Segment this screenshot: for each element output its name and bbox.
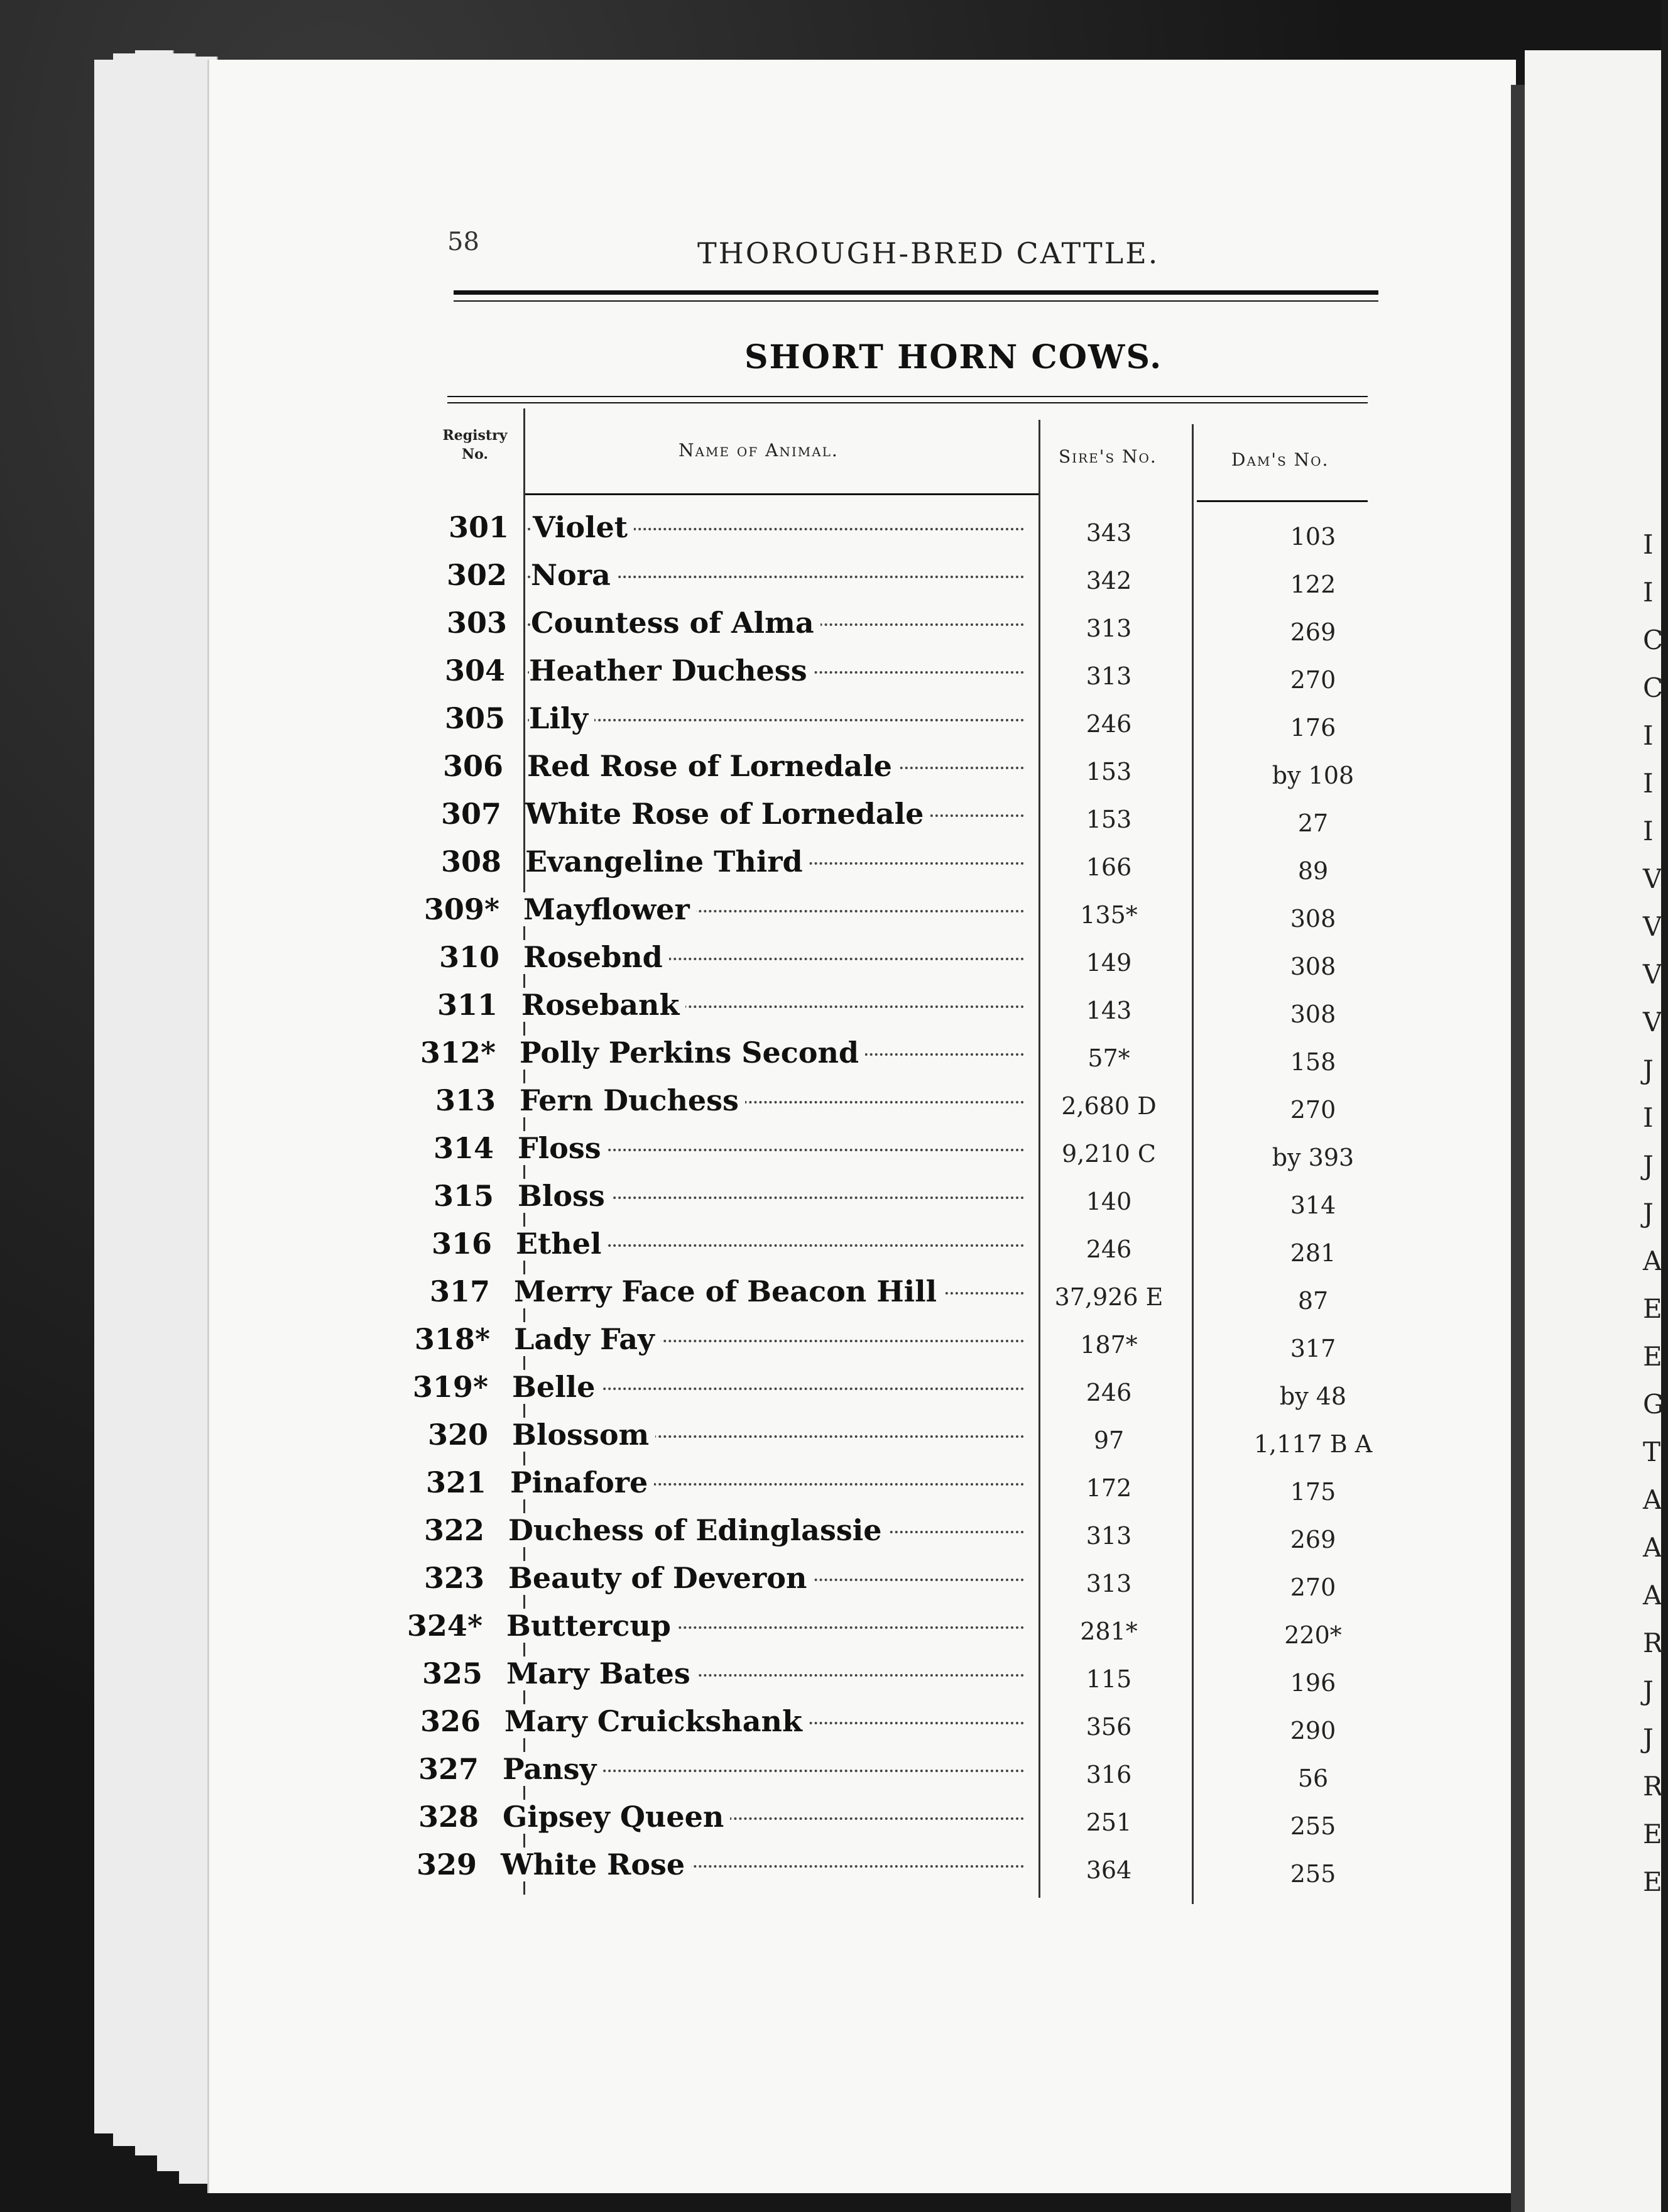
animal-name xyxy=(529,701,1032,735)
table-row xyxy=(0,1370,1661,1411)
animal-name xyxy=(508,1561,1011,1595)
animal-name-text: Red Rose of Lornedale xyxy=(527,749,898,783)
name-header: Name of Animal. xyxy=(679,440,839,461)
table-row xyxy=(0,654,1661,695)
table-row xyxy=(0,1179,1661,1220)
table-row xyxy=(0,1274,1661,1316)
table-row xyxy=(0,1513,1661,1555)
sire-number: 343 xyxy=(1086,519,1132,547)
sire-number: 149 xyxy=(1086,949,1132,977)
sire-number: 57* xyxy=(1087,1044,1130,1072)
dam-number: 314 xyxy=(1290,1191,1336,1219)
dam-number: 220* xyxy=(1284,1621,1342,1649)
animal-name xyxy=(527,749,1030,783)
sire-number: 246 xyxy=(1086,1235,1132,1263)
animal-name-text: Countess of Alma xyxy=(531,606,820,640)
table-row xyxy=(0,1465,1661,1507)
animal-name xyxy=(508,1513,1011,1547)
sire-number: 153 xyxy=(1086,758,1132,786)
table-row xyxy=(0,1800,1661,1841)
animal-name xyxy=(504,1704,1007,1738)
sire-number: 281* xyxy=(1080,1618,1138,1645)
facing-page-letter: E xyxy=(1643,1341,1662,1372)
sire-number: 313 xyxy=(1086,615,1132,642)
registry-number: 303 xyxy=(446,606,507,640)
dam-number: 56 xyxy=(1297,1765,1329,1792)
animal-name-text: Lady Fay xyxy=(514,1322,661,1356)
facing-page-letter: C xyxy=(1643,672,1664,703)
animal-name-text: Rosebnd xyxy=(523,940,669,974)
registry-number: 310 xyxy=(439,940,499,974)
table-row xyxy=(0,749,1661,791)
animal-name xyxy=(518,1179,1020,1213)
facing-page-letter: E xyxy=(1643,1819,1662,1849)
animal-name-text: Beauty of Deveron xyxy=(508,1561,813,1595)
animal-name xyxy=(518,1131,1020,1165)
registry-number: 319* xyxy=(412,1370,488,1404)
table-row xyxy=(0,1848,1661,1889)
animal-name xyxy=(516,1227,1018,1261)
animal-name-text: Floss xyxy=(518,1131,608,1165)
facing-page-letter: E xyxy=(1643,1293,1662,1324)
dam-number: by 108 xyxy=(1272,762,1355,789)
registry-number: 304 xyxy=(444,654,505,687)
animal-name-text: Blossom xyxy=(512,1418,655,1452)
dam-number: 1,117 B A xyxy=(1253,1430,1373,1458)
animal-name xyxy=(533,510,1035,544)
animal-name xyxy=(523,940,1026,974)
animal-name xyxy=(506,1609,1009,1643)
registry-number: 322 xyxy=(423,1513,484,1547)
dam-number: 269 xyxy=(1290,618,1336,646)
table-row xyxy=(0,892,1661,934)
dam-number: 122 xyxy=(1290,571,1336,598)
registry-number: 312* xyxy=(420,1036,496,1070)
dam-number: 196 xyxy=(1290,1669,1336,1697)
facing-page-letter: A xyxy=(1643,1580,1662,1611)
sire-number: 115 xyxy=(1086,1665,1132,1693)
table-top-rule xyxy=(447,396,1368,397)
animal-name-text: Evangeline Third xyxy=(525,845,809,879)
table-row xyxy=(0,701,1661,743)
table-row xyxy=(0,845,1661,886)
facing-page-letter: I xyxy=(1643,768,1654,799)
facing-page-letter: A xyxy=(1643,1484,1662,1515)
animal-name-text: Buttercup xyxy=(506,1609,677,1643)
facing-page-letter: I xyxy=(1643,529,1654,560)
sire-number: 166 xyxy=(1086,853,1132,881)
dam-number: 270 xyxy=(1290,666,1336,694)
animal-name-text: White Rose of Lornedale xyxy=(525,797,930,831)
facing-page-letter: I xyxy=(1643,816,1654,846)
dam-number: 89 xyxy=(1297,857,1329,885)
table-row xyxy=(0,1609,1661,1650)
dam-number: by 393 xyxy=(1272,1144,1355,1171)
sire-number: 37,926 E xyxy=(1054,1283,1164,1311)
animal-name-text: Pansy xyxy=(503,1752,602,1786)
table-row xyxy=(0,1656,1661,1698)
animal-name-text: Polly Perkins Second xyxy=(520,1036,865,1070)
animal-name-text: Belle xyxy=(512,1370,601,1404)
animal-name-text: Gipsey Queen xyxy=(503,1800,730,1834)
sire-number: 143 xyxy=(1086,997,1132,1024)
sire-number: 342 xyxy=(1086,567,1132,594)
facing-page-letter: C xyxy=(1643,625,1664,655)
animal-name xyxy=(525,797,1028,831)
registry-number: 328 xyxy=(418,1800,479,1834)
table-row xyxy=(0,558,1661,600)
animal-name-text: Nora xyxy=(531,558,617,592)
sire-number: 172 xyxy=(1086,1474,1132,1502)
facing-page-letter: J xyxy=(1643,1054,1654,1085)
table-top-rule-2 xyxy=(447,402,1368,403)
facing-page-letter: T xyxy=(1643,1437,1661,1467)
table-row xyxy=(0,797,1661,838)
dam-number: 255 xyxy=(1290,1860,1336,1888)
animal-name-text: Lily xyxy=(529,701,594,735)
animal-name xyxy=(506,1656,1009,1690)
registry-number: 308 xyxy=(440,845,501,879)
animal-name-text: Heather Duchess xyxy=(529,654,814,687)
facing-page-letter: J xyxy=(1643,1675,1654,1706)
animal-name xyxy=(521,988,1024,1022)
registry-number: 327 xyxy=(418,1752,479,1786)
sire-number: 313 xyxy=(1086,1522,1132,1550)
sire-number: 2,680 D xyxy=(1061,1092,1157,1120)
registry-number: 313 xyxy=(435,1083,496,1117)
animal-name-text: Mary Cruickshank xyxy=(504,1704,809,1738)
table-row xyxy=(0,1036,1661,1077)
registry-number: 314 xyxy=(433,1131,494,1165)
table-row xyxy=(0,1322,1661,1364)
table-row xyxy=(0,1131,1661,1173)
registry-number: 318* xyxy=(414,1322,490,1356)
registry-number: 316 xyxy=(431,1227,492,1261)
dam-number: 176 xyxy=(1290,714,1336,742)
dam-number: 308 xyxy=(1290,953,1336,980)
sire-number: 97 xyxy=(1093,1426,1125,1454)
registry-header: Registry No. xyxy=(442,427,508,463)
facing-page-letter: V xyxy=(1643,959,1662,990)
sire-number: 246 xyxy=(1086,710,1132,738)
facing-page-letter: I xyxy=(1643,720,1654,751)
dam-number: 290 xyxy=(1290,1717,1336,1744)
registry-number: 315 xyxy=(433,1179,494,1213)
header-bottom-rule xyxy=(525,493,1040,495)
facing-page-letter: E xyxy=(1643,1866,1662,1897)
sire-number: 246 xyxy=(1086,1379,1132,1406)
registry-number: 323 xyxy=(423,1561,484,1595)
sire-number: 356 xyxy=(1086,1713,1132,1741)
animal-name-text: Bloss xyxy=(518,1179,611,1213)
registry-number: 317 xyxy=(429,1274,490,1308)
table-row xyxy=(0,1752,1661,1793)
table-row xyxy=(0,988,1661,1029)
running-head: THOROUGH-BRED CATTLE. xyxy=(697,236,1160,270)
facing-page-letter: I xyxy=(1643,1102,1654,1133)
animal-name-text: Rosebank xyxy=(521,988,685,1022)
dam-number: 270 xyxy=(1290,1574,1336,1601)
animal-name xyxy=(525,845,1028,879)
table-row xyxy=(0,510,1661,552)
registry-number: 329 xyxy=(416,1848,477,1881)
registry-number: 326 xyxy=(420,1704,481,1738)
dam-number: 255 xyxy=(1290,1812,1336,1840)
registry-number: 321 xyxy=(425,1465,486,1499)
animal-name xyxy=(523,892,1026,926)
animal-name-text: Mary Bates xyxy=(506,1656,697,1690)
facing-page-letter: I xyxy=(1643,577,1654,608)
animal-name xyxy=(503,1752,1005,1786)
facing-page-letter: J xyxy=(1643,1150,1654,1181)
registry-number: 311 xyxy=(437,988,498,1022)
registry-number: 306 xyxy=(442,749,503,783)
dam-number: 27 xyxy=(1297,809,1329,837)
animal-name-text: Duchess of Edinglassie xyxy=(508,1513,888,1547)
animal-name-text: Violet xyxy=(533,510,634,544)
animal-name xyxy=(501,1848,1003,1881)
table-row xyxy=(0,1083,1661,1125)
sire-number: 9,210 C xyxy=(1062,1140,1156,1168)
table-row xyxy=(0,1227,1661,1268)
registry-number: 320 xyxy=(427,1418,488,1452)
animal-name-text: Fern Duchess xyxy=(520,1083,745,1117)
facing-page-letter: R xyxy=(1643,1771,1663,1802)
dam-number: 87 xyxy=(1297,1287,1329,1315)
sire-number: 153 xyxy=(1086,806,1132,833)
sire-number: 313 xyxy=(1086,662,1132,690)
table-row xyxy=(0,1704,1661,1746)
animal-name-text: Pinafore xyxy=(510,1465,654,1499)
animal-name xyxy=(531,606,1033,640)
animal-name-text: Mayflower xyxy=(523,892,696,926)
dam-number: 158 xyxy=(1290,1048,1336,1076)
facing-page-letter: V xyxy=(1643,1007,1662,1038)
dam-number: 317 xyxy=(1290,1335,1336,1362)
registry-number: 309* xyxy=(423,892,499,926)
facing-page-letter: A xyxy=(1643,1532,1662,1563)
header-rule-thin xyxy=(454,300,1378,302)
sire-number: 187* xyxy=(1080,1331,1138,1359)
animal-name xyxy=(512,1418,1015,1452)
registry-number: 302 xyxy=(446,558,507,592)
registry-number: 324* xyxy=(406,1609,482,1643)
section-title: SHORT HORN COWS. xyxy=(744,338,1163,376)
dam-header: Dam's No. xyxy=(1231,449,1329,470)
facing-page-letter: J xyxy=(1643,1198,1654,1229)
animal-name xyxy=(510,1465,1013,1499)
registry-number: 325 xyxy=(422,1656,482,1690)
dam-number: 269 xyxy=(1290,1526,1336,1553)
animal-name xyxy=(520,1036,1022,1070)
facing-page-letter: V xyxy=(1643,911,1662,942)
dam-number: 308 xyxy=(1290,1000,1336,1028)
dam-number: 103 xyxy=(1290,523,1336,550)
table-row xyxy=(0,1561,1661,1602)
animal-name xyxy=(512,1370,1015,1404)
animal-name xyxy=(531,558,1033,592)
dam-number: 270 xyxy=(1290,1096,1336,1124)
animal-name xyxy=(514,1322,1017,1356)
facing-page-letter: J xyxy=(1643,1723,1654,1754)
facing-page-letter: G xyxy=(1643,1389,1664,1420)
sire-number: 140 xyxy=(1086,1188,1132,1215)
header-rule xyxy=(454,290,1378,295)
sire-number: 364 xyxy=(1086,1856,1132,1884)
animal-name xyxy=(503,1800,1005,1834)
dam-number: 281 xyxy=(1290,1239,1336,1267)
registry-number: 307 xyxy=(440,797,501,831)
page-number: 58 xyxy=(447,227,479,256)
animal-name-text: Ethel xyxy=(516,1227,608,1261)
sire-number: 316 xyxy=(1086,1761,1132,1788)
table-row xyxy=(0,606,1661,647)
table-row xyxy=(0,1418,1661,1459)
sire-number: 135* xyxy=(1080,901,1138,929)
sire-number: 313 xyxy=(1086,1570,1132,1597)
facing-page-letter: A xyxy=(1643,1246,1662,1276)
sire-header: Sire's No. xyxy=(1059,446,1157,467)
animal-name xyxy=(529,654,1032,687)
animal-name-text: Merry Face of Beacon Hill xyxy=(514,1274,943,1308)
dam-number: by 48 xyxy=(1279,1382,1347,1410)
facing-page-letter: V xyxy=(1643,863,1662,894)
registry-number: 301 xyxy=(448,510,509,544)
sire-number: 251 xyxy=(1086,1809,1132,1836)
animal-name-text: White Rose xyxy=(501,1848,691,1881)
dam-number: 308 xyxy=(1290,905,1336,933)
table-row xyxy=(0,940,1661,982)
header-bottom-rule-2 xyxy=(1197,500,1368,502)
dam-number: 175 xyxy=(1290,1478,1336,1506)
facing-page-letter: R xyxy=(1643,1628,1663,1658)
animal-name xyxy=(520,1083,1022,1117)
registry-number: 305 xyxy=(444,701,505,735)
animal-name xyxy=(514,1274,1017,1308)
